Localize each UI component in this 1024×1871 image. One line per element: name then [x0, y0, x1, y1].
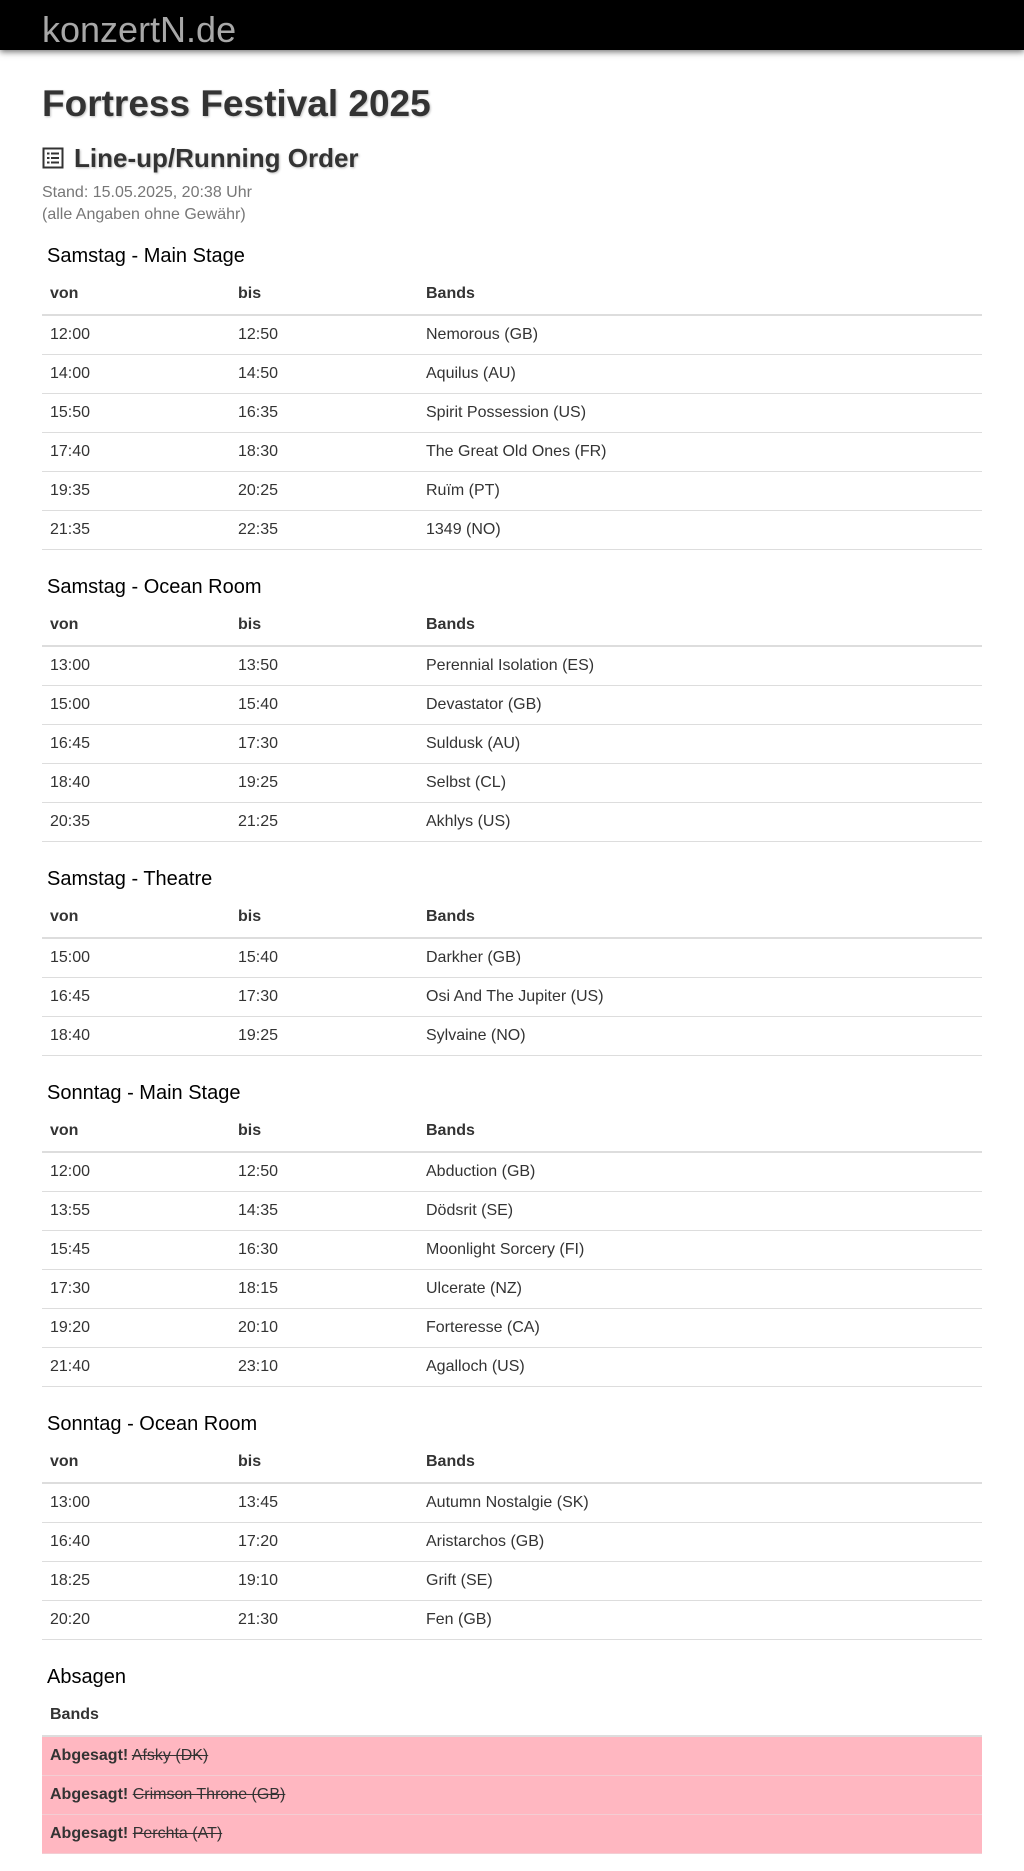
time-from: 12:00: [42, 1152, 230, 1191]
column-header-bands: Bands: [418, 605, 982, 646]
time-to: 17:20: [230, 1522, 418, 1561]
table-row: [42, 1191, 982, 1230]
column-header-from: von: [42, 1442, 230, 1483]
band-name: Akhlys (US): [418, 802, 982, 841]
band-name: Dödsrit (SE): [418, 1191, 982, 1230]
table-row: [42, 1308, 982, 1347]
list-icon: [42, 147, 64, 169]
band-name: Selbst (CL): [418, 763, 982, 802]
table-header-row: [42, 274, 982, 315]
time-from: 15:00: [42, 685, 230, 724]
time-to: 12:50: [230, 315, 418, 354]
band-name: Nemorous (GB): [418, 315, 982, 354]
schedule-table: [42, 897, 982, 1056]
time-to: 19:25: [230, 1016, 418, 1055]
cancelled-label: Abgesagt!: [50, 1785, 129, 1803]
table-row: [42, 354, 982, 393]
schedule-table: [42, 1442, 982, 1640]
column-header-to: bis: [230, 1111, 418, 1152]
brand-logo-link[interactable]: konzertN.de: [42, 9, 237, 50]
band-name: Darkher (GB): [418, 938, 982, 977]
band-name: Forteresse (CA): [418, 1308, 982, 1347]
time-from: 20:20: [42, 1600, 230, 1639]
band-name: Ulcerate (NZ): [418, 1269, 982, 1308]
time-from: 13:00: [42, 1483, 230, 1522]
table-row: [42, 763, 982, 802]
cancelled-band-name: Crimson Throne (GB): [132, 1785, 286, 1803]
last-updated-text: Stand: 15.05.2025, 20:38 Uhr: [42, 184, 252, 201]
time-from: 12:00: [42, 315, 230, 354]
cancelled-row: [42, 1736, 982, 1775]
time-from: 18:40: [42, 763, 230, 802]
time-to: 16:35: [230, 393, 418, 432]
band-name: Osi And The Jupiter (US): [418, 977, 982, 1016]
table-header-row: [42, 1442, 982, 1483]
table-row: [42, 724, 982, 763]
time-from: 20:35: [42, 802, 230, 841]
band-name: Moonlight Sorcery (FI): [418, 1230, 982, 1269]
cancelled-label: Abgesagt!: [50, 1824, 129, 1842]
time-from: 21:35: [42, 510, 230, 549]
table-row: [42, 1483, 982, 1522]
time-to: 20:10: [230, 1308, 418, 1347]
time-to: 23:10: [230, 1347, 418, 1386]
time-to: 14:35: [230, 1191, 418, 1230]
time-from: 19:20: [42, 1308, 230, 1347]
column-header-from: von: [42, 605, 230, 646]
time-from: 19:35: [42, 471, 230, 510]
time-from: 17:30: [42, 1269, 230, 1308]
table-row: [42, 1600, 982, 1639]
subtitle-row: [42, 142, 359, 174]
band-name: Spirit Possession (US): [418, 393, 982, 432]
table-header-row: [42, 1695, 982, 1736]
section-title: Absagen: [47, 1666, 126, 1688]
time-to: 17:30: [230, 724, 418, 763]
page-title: Fortress Festival 2025: [42, 83, 431, 124]
table-row: [42, 315, 982, 354]
column-header-bands: Bands: [418, 1442, 982, 1483]
time-from: 16:45: [42, 977, 230, 1016]
table-row: [42, 1522, 982, 1561]
band-name: Autumn Nostalgie (SK): [418, 1483, 982, 1522]
time-to: 13:45: [230, 1483, 418, 1522]
time-to: 20:25: [230, 471, 418, 510]
time-to: 17:30: [230, 977, 418, 1016]
disclaimer-text: (alle Angaben ohne Gewähr): [42, 206, 246, 223]
column-header-bands: Bands: [418, 274, 982, 315]
time-from: 15:45: [42, 1230, 230, 1269]
table-row: [42, 802, 982, 841]
schedule-table: [42, 1111, 982, 1387]
schedule-section-sat-theatre: [42, 861, 982, 1056]
section-title: Samstag - Main Stage: [47, 245, 245, 267]
band-name: Ruïm (PT): [418, 471, 982, 510]
table-row: [42, 1152, 982, 1191]
cancelled-row: [42, 1775, 982, 1814]
time-from: 15:50: [42, 393, 230, 432]
table-row: [42, 393, 982, 432]
column-header-bands: Bands: [42, 1695, 982, 1736]
time-to: 13:50: [230, 646, 418, 685]
section-title: Samstag - Ocean Room: [47, 576, 262, 598]
table-row: [42, 1230, 982, 1269]
time-to: 14:50: [230, 354, 418, 393]
cancelled-cell: [42, 1775, 982, 1814]
table-row: [42, 646, 982, 685]
time-to: 21:25: [230, 802, 418, 841]
time-to: 12:50: [230, 1152, 418, 1191]
cancelled-band-name: Perchta (AT): [132, 1824, 223, 1842]
band-name: The Great Old Ones (FR): [418, 432, 982, 471]
band-name: 1349 (NO): [418, 510, 982, 549]
table-header-row: [42, 897, 982, 938]
band-name: Aristarchos (GB): [418, 1522, 982, 1561]
column-header-bands: Bands: [418, 1111, 982, 1152]
schedule-table: [42, 274, 982, 550]
time-from: 21:40: [42, 1347, 230, 1386]
cancelled-cell: [42, 1814, 982, 1853]
time-from: 13:55: [42, 1191, 230, 1230]
schedule-section-sat-ocean: [42, 569, 982, 842]
section-subtitle: Line-up/Running Order: [74, 143, 359, 173]
time-from: 18:40: [42, 1016, 230, 1055]
schedule-section-sun-ocean: [42, 1406, 982, 1640]
column-header-from: von: [42, 897, 230, 938]
column-header-from: von: [42, 274, 230, 315]
schedule-section-sat-main: [42, 238, 982, 550]
section-title: Samstag - Theatre: [47, 868, 213, 890]
table-row: [42, 1561, 982, 1600]
column-header-to: bis: [230, 274, 418, 315]
table-row: [42, 977, 982, 1016]
table-row: [42, 685, 982, 724]
time-from: 13:00: [42, 646, 230, 685]
band-name: Devastator (GB): [418, 685, 982, 724]
band-name: Perennial Isolation (ES): [418, 646, 982, 685]
band-name: Grift (SE): [418, 1561, 982, 1600]
table-header-row: [42, 1111, 982, 1152]
time-from: 14:00: [42, 354, 230, 393]
column-header-from: von: [42, 1111, 230, 1152]
column-header-to: bis: [230, 1442, 418, 1483]
band-name: Fen (GB): [418, 1600, 982, 1639]
table-row: [42, 471, 982, 510]
time-from: 15:00: [42, 938, 230, 977]
top-navbar: [0, 0, 1024, 50]
band-name: Abduction (GB): [418, 1152, 982, 1191]
time-from: 17:40: [42, 432, 230, 471]
section-title: Sonntag - Main Stage: [47, 1082, 241, 1104]
time-to: 19:10: [230, 1561, 418, 1600]
time-to: 22:35: [230, 510, 418, 549]
time-from: 16:40: [42, 1522, 230, 1561]
band-name: Sylvaine (NO): [418, 1016, 982, 1055]
band-name: Aquilus (AU): [418, 354, 982, 393]
table-header-row: [42, 605, 982, 646]
column-header-bands: Bands: [418, 897, 982, 938]
time-to: 16:30: [230, 1230, 418, 1269]
cancelled-label: Abgesagt!: [50, 1746, 129, 1764]
table-row: [42, 510, 982, 549]
band-name: Agalloch (US): [418, 1347, 982, 1386]
table-row: [42, 1347, 982, 1386]
cancellations-table: [42, 1695, 982, 1854]
table-row: [42, 1269, 982, 1308]
section-title: Sonntag - Ocean Room: [47, 1413, 258, 1435]
time-from: 16:45: [42, 724, 230, 763]
cancelled-cell: [42, 1736, 982, 1775]
time-to: 15:40: [230, 685, 418, 724]
table-row: [42, 938, 982, 977]
table-row: [42, 1016, 982, 1055]
schedule-section-sun-main: [42, 1075, 982, 1387]
time-to: 18:30: [230, 432, 418, 471]
cancelled-row: [42, 1814, 982, 1853]
cancellations-section: [42, 1659, 982, 1854]
time-to: 19:25: [230, 763, 418, 802]
time-to: 18:15: [230, 1269, 418, 1308]
column-header-to: bis: [230, 897, 418, 938]
column-header-to: bis: [230, 605, 418, 646]
time-to: 21:30: [230, 1600, 418, 1639]
table-row: [42, 432, 982, 471]
cancelled-band-name: Afsky (DK): [131, 1746, 209, 1764]
band-name: Suldusk (AU): [418, 724, 982, 763]
time-from: 18:25: [42, 1561, 230, 1600]
time-to: 15:40: [230, 938, 418, 977]
schedule-table: [42, 605, 982, 842]
